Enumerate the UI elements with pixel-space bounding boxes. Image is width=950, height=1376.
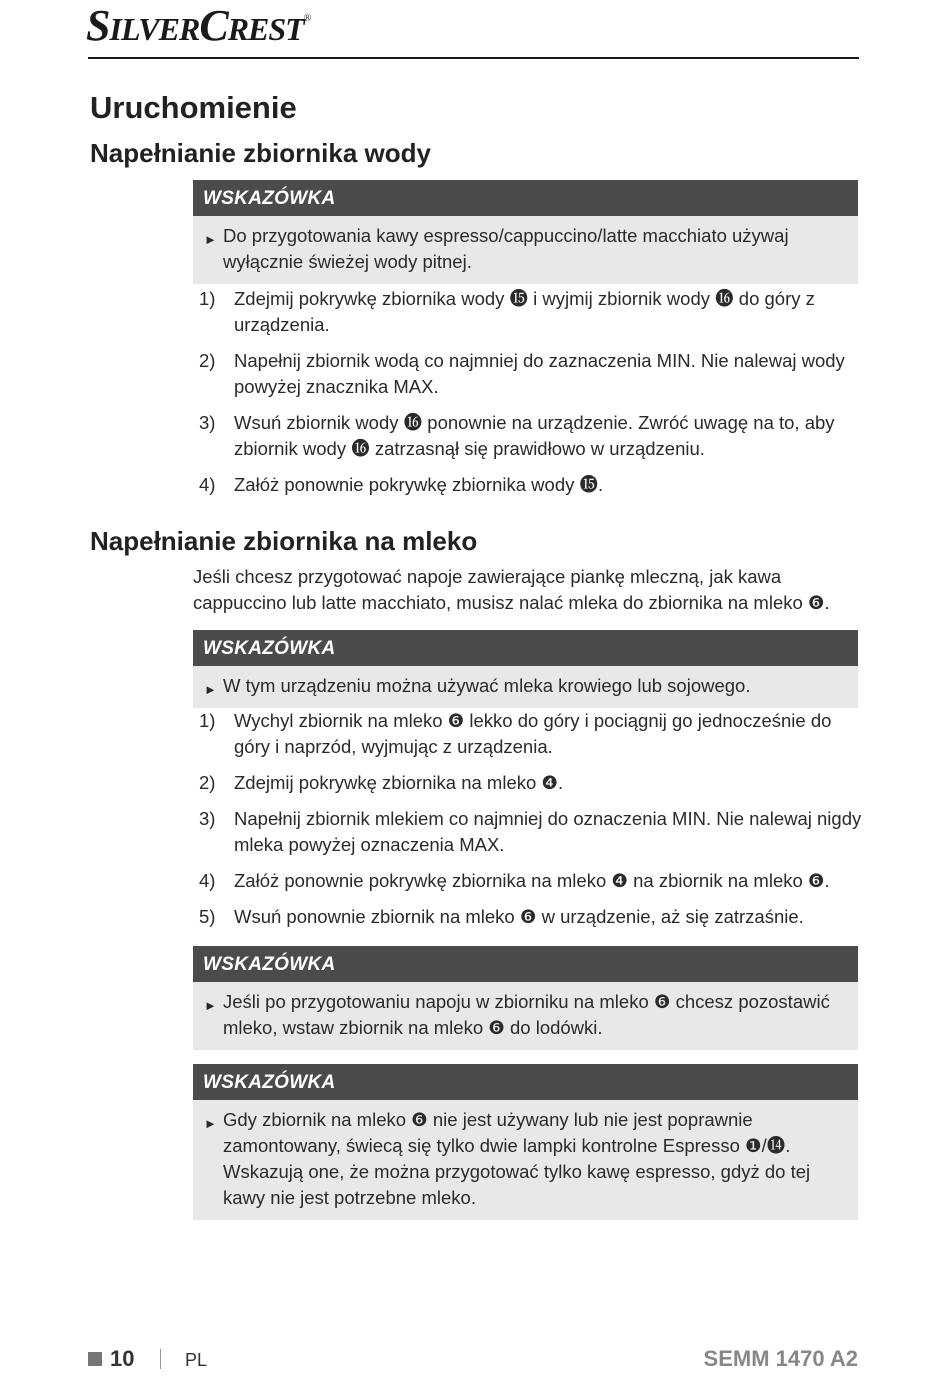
list-item: 3) Wsuń zbiornik wody ⓰ ponownie na urządzenie. Zwróć uwagę na to, aby zbiornik wody ⓰ zatrzasnął się prawidłowo w urządzeniu.: [199, 412, 835, 459]
note-label: WSKAZÓWKA: [193, 630, 858, 666]
note-box-milk-lamps: [193, 1064, 858, 1220]
note-text: Gdy zbiornik na mleko ❻ nie jest używany lub nie jest poprawnie zamontowany, świecą się tylko dwie lampki kontrolne Espresso ❶/⓮. Wskazują one, że można przygotować tylko kawę espresso, gdyż do tej kawy nie jest potrzebne mleko.: [223, 1109, 811, 1208]
page-number: 10: [110, 1346, 135, 1371]
milk-intro-paragraph: Jeśli chcesz przygotować napoje zawierające piankę mleczną, jak kawa cappuccino lub latte macchiato, musisz nalać mleka do zbiornika na mleko ❻.: [193, 566, 830, 613]
note-body: [193, 982, 858, 1050]
list-item: 1) Zdejmij pokrywkę zbiornika wody ⓯ i wyjmij zbiornik wody ⓰ do góry z urządzenia.: [199, 288, 815, 335]
list-item: 4) Załóż ponownie pokrywkę zbiornika na mleko ❹ na zbiornik na mleko ❻.: [199, 870, 830, 891]
water-steps-list: [199, 286, 864, 508]
note-text: Do przygotowania kawy espresso/cappuccino/latte macchiato używaj wyłącznie świeżej wody pitnej.: [223, 225, 789, 272]
brand-logo: SILVERCREST®: [86, 1, 311, 50]
page-title: Uruchomienie: [90, 90, 297, 125]
note-body: [193, 666, 858, 708]
bullet-arrow-icon: ►: [204, 232, 217, 247]
footer-divider: [160, 1349, 161, 1369]
square-marker-icon: [88, 1352, 102, 1366]
page-footer: [0, 1346, 950, 1376]
list-item: 5) Wsuń ponownie zbiornik na mleko ❻ w urządzenie, aż się zatrzaśnie.: [199, 906, 804, 927]
note-text: Jeśli po przygotowaniu napoju w zbiorniku na mleko ❻ chcesz pozostawić mleko, wstaw zbiornik na mleko ❻ do lodówki.: [223, 991, 830, 1038]
note-body: [193, 1100, 858, 1220]
note-box-water: [193, 180, 858, 284]
section-heading-milk: Napełnianie zbiornika na mleko: [90, 526, 478, 556]
list-item: 2) Napełnij zbiornik wodą co najmniej do zaznaczenia MIN. Nie nalewaj wody powyżej znacznika MAX.: [199, 350, 845, 397]
bullet-arrow-icon: ►: [204, 1116, 217, 1131]
header-rule: [88, 57, 859, 59]
language-code: PL: [185, 1350, 208, 1370]
note-body: [193, 216, 858, 284]
note-box-milk-type: [193, 630, 858, 708]
list-item: 1) Wychyl zbiornik na mleko ❻ lekko do góry i pociągnij go jednocześnie do góry i naprzód, wyjmując z urządzenia.: [199, 710, 832, 757]
list-item: 2) Zdejmij pokrywkę zbiornika na mleko ❹.: [199, 772, 564, 793]
note-label: WSKAZÓWKA: [193, 946, 858, 982]
note-label: WSKAZÓWKA: [193, 180, 858, 216]
list-item: 3) Napełnij zbiornik mlekiem co najmniej do oznaczenia MIN. Nie nalewaj nigdy mleka powyżej oznaczenia MAX.: [199, 808, 862, 855]
note-label: WSKAZÓWKA: [193, 1064, 858, 1100]
milk-steps-list: [199, 708, 864, 940]
section-heading-water: Napełnianie zbiornika wody: [90, 138, 431, 168]
list-item: 4) Załóż ponownie pokrywkę zbiornika wody ⓯.: [199, 474, 604, 495]
bullet-arrow-icon: ►: [204, 682, 217, 697]
bullet-arrow-icon: ►: [204, 998, 217, 1013]
note-text: W tym urządzeniu można używać mleka krowiego lub sojowego.: [223, 675, 751, 696]
model-number: SEMM 1470 A2: [703, 1346, 858, 1371]
note-box-milk-fridge: [193, 946, 858, 1050]
